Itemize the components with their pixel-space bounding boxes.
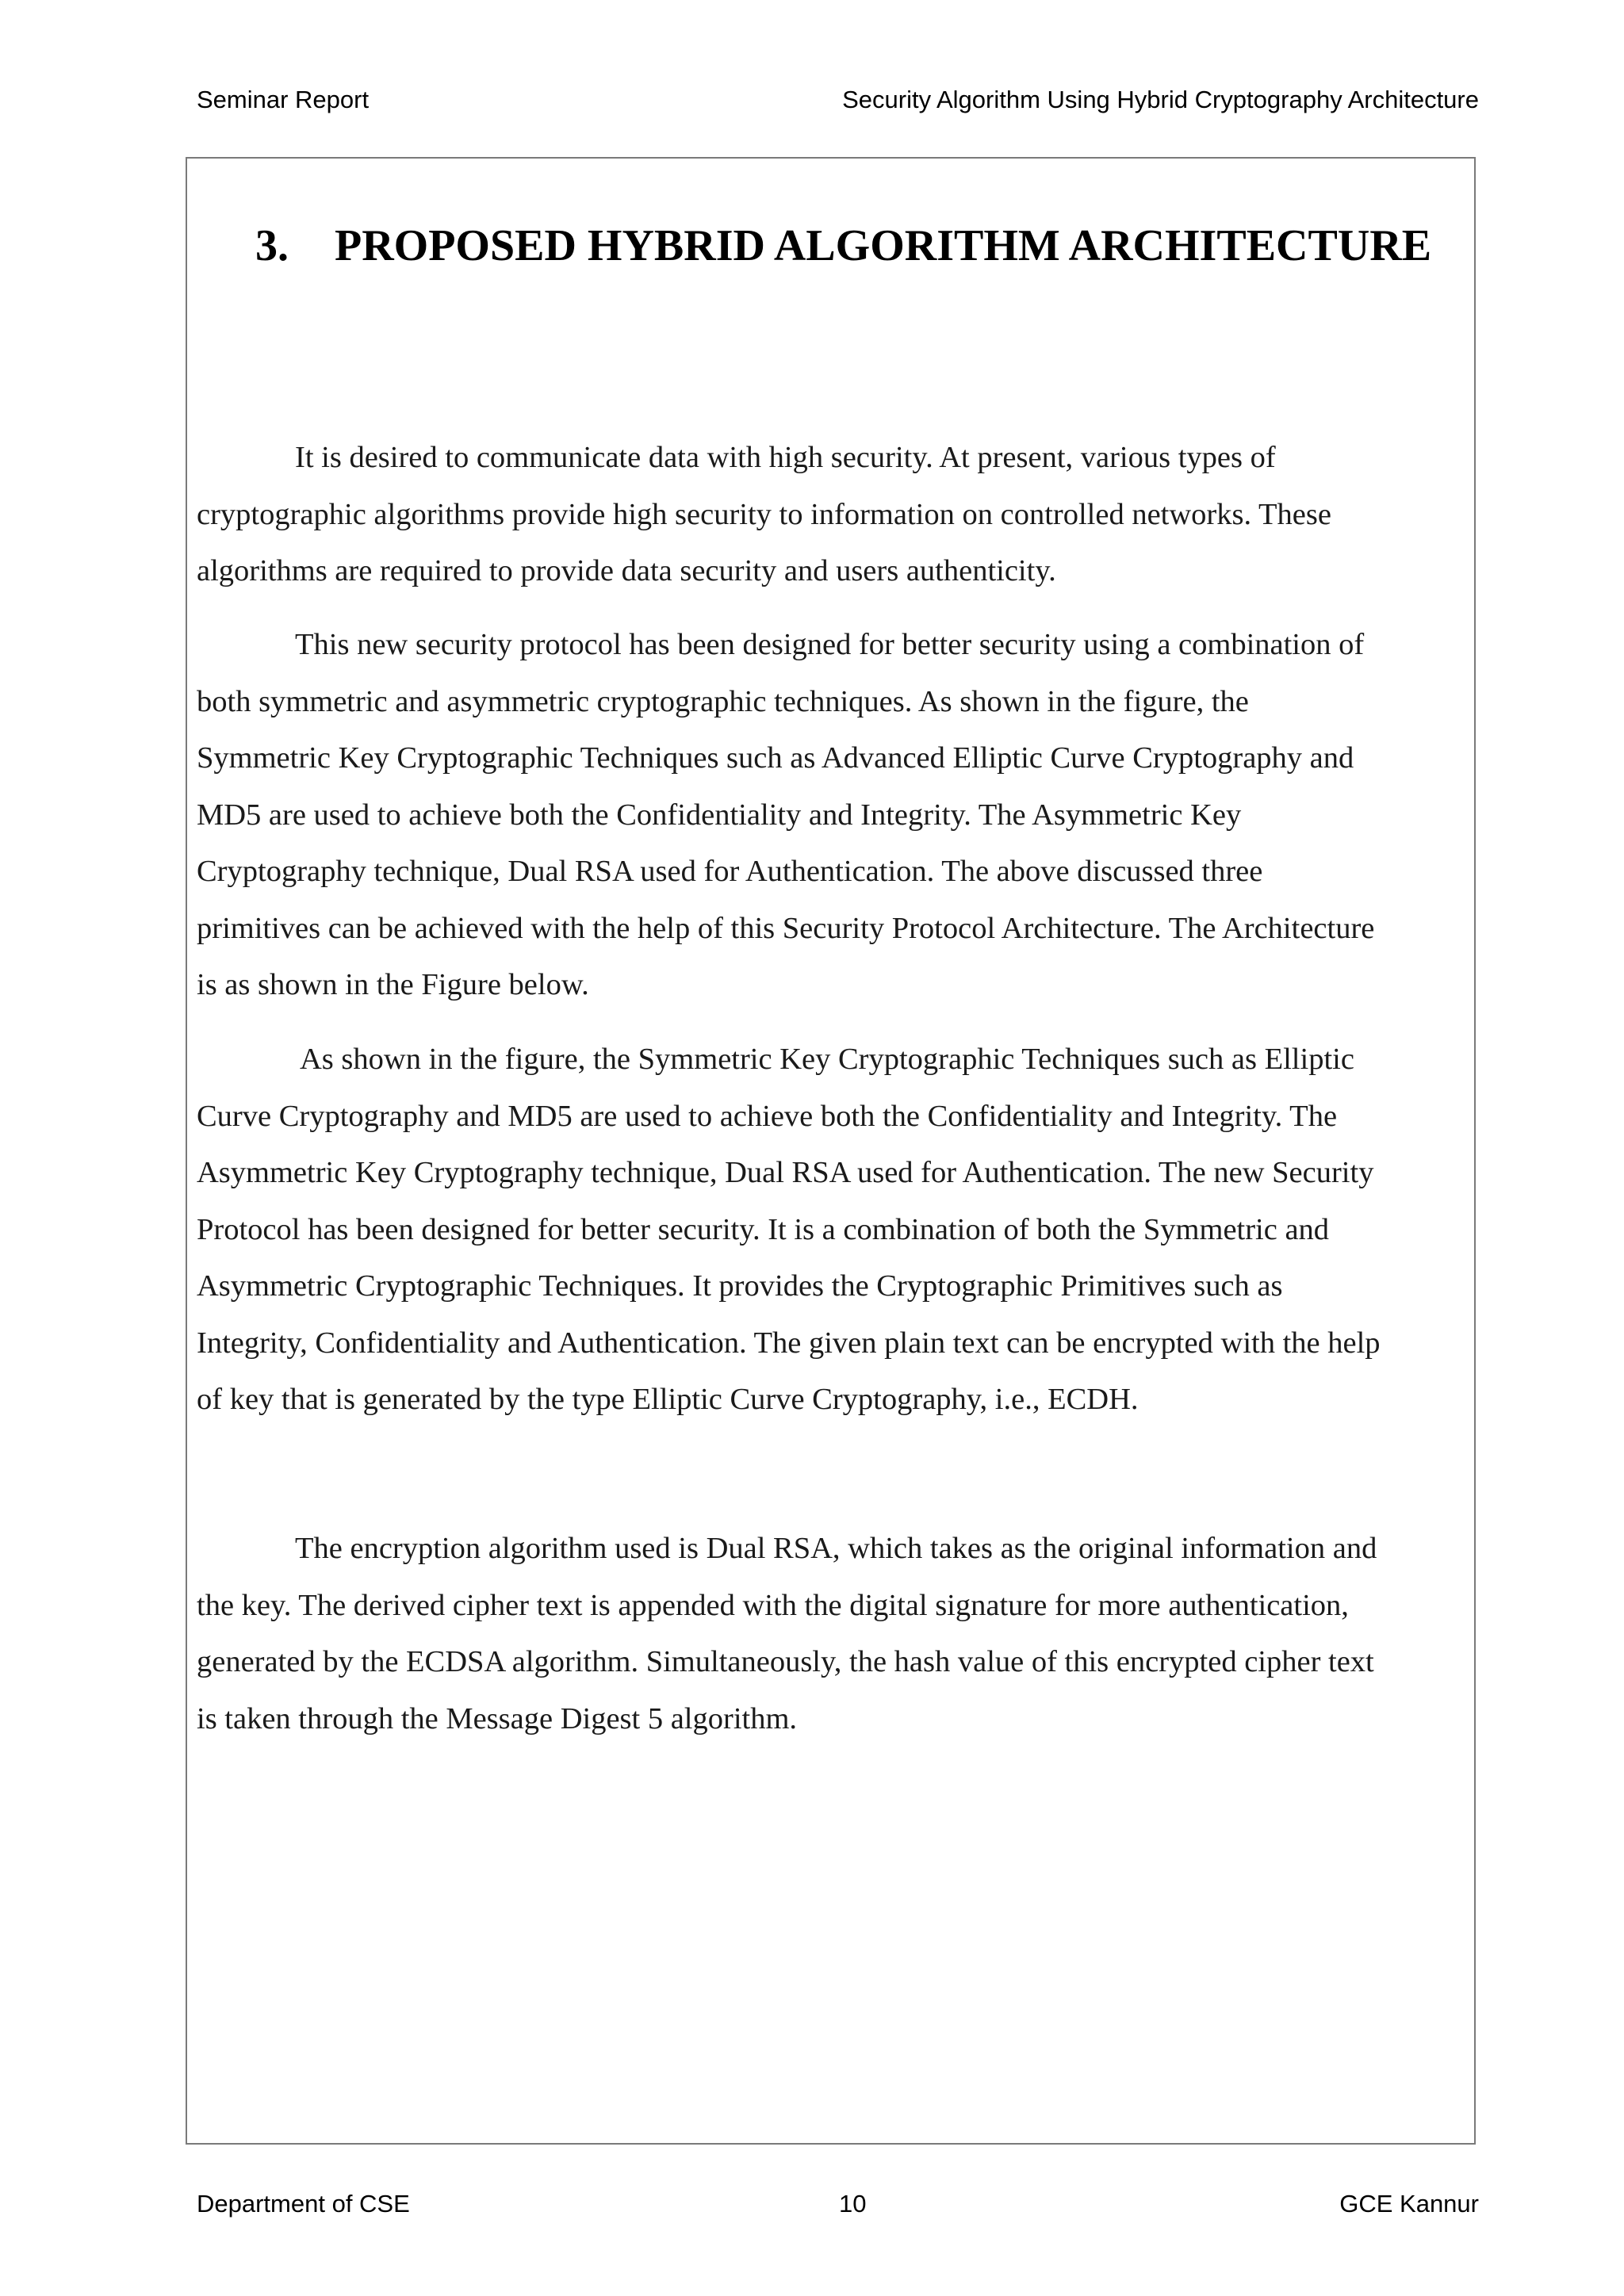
body-paragraph-3 xyxy=(197,1031,1475,1429)
chapter-heading xyxy=(255,220,1431,271)
paragraph-line: MD5 are used to achieve both the Confidentiality and Integrity. The Asymmetric Key xyxy=(197,798,1242,832)
paragraph-line: cryptographic algorithms provide high security to information on controlled networks. These xyxy=(197,497,1331,531)
paragraph-line: Asymmetric Cryptographic Techniques. It provides the Cryptographic Primitives such as xyxy=(197,1269,1283,1303)
paragraph-line: It is desired to communicate data with high security. At present, various types of xyxy=(295,441,1276,474)
paragraph-line: Cryptography technique, Dual RSA used for Authentication. The above discussed three xyxy=(197,855,1263,888)
paragraph-line: primitives can be achieved with the help of this Security Protocol Architecture. The Architecture xyxy=(197,911,1375,945)
paragraph-line: Protocol has been designed for better security. It is a combination of both the Symmetric and xyxy=(197,1212,1330,1246)
paragraph-line: As shown in the figure, the Symmetric Key Cryptographic Techniques such as Elliptic xyxy=(300,1043,1354,1076)
chapter-title: PROPOSED HYBRID ALGORITHM ARCHITECTURE xyxy=(335,221,1432,270)
paragraph-line: generated by the ECDSA algorithm. Simultaneously, the hash value of this encrypted cipher text xyxy=(197,1645,1374,1678)
footer-college: GCE Kannur xyxy=(1339,2190,1479,2218)
footer-department: Department of CSE xyxy=(197,2190,410,2218)
paragraph-line: is taken through the Message Digest 5 algorithm. xyxy=(197,1701,798,1735)
body-paragraph-4 xyxy=(197,1521,1475,1747)
paragraph-line: Symmetric Key Cryptographic Techniques such as Advanced Elliptic Curve Cryptography and xyxy=(197,741,1354,775)
paragraph-line: Integrity, Confidentiality and Authentication. The given plain text can be encrypted with the help xyxy=(197,1326,1381,1360)
chapter-number: 3. xyxy=(255,221,289,270)
body-paragraph-2 xyxy=(197,617,1475,1014)
header-report-title: Security Algorithm Using Hybrid Cryptography Architecture xyxy=(842,86,1479,113)
paragraph-line: of key that is generated by the type Elliptic Curve Cryptography, i.e., ECDH. xyxy=(197,1383,1139,1416)
paragraph-line: This new security protocol has been designed for better security using a combination of xyxy=(295,628,1365,661)
paragraph-line: The encryption algorithm used is Dual RSA, which takes as the original information and xyxy=(295,1532,1377,1565)
paragraph-line: the key. The derived cipher text is appended with the digital signature for more authentication, xyxy=(197,1588,1349,1622)
paragraph-line: both symmetric and asymmetric cryptographic techniques. As shown in the figure, the xyxy=(197,684,1249,718)
paragraph-line: Curve Cryptography and MD5 are used to achieve both the Confidentiality and Integrity. The xyxy=(197,1099,1338,1133)
header-report-type: Seminar Report xyxy=(197,86,370,113)
footer-page-number: 10 xyxy=(839,2190,867,2218)
paragraph-line: algorithms are required to provide data security and users authenticity. xyxy=(197,554,1056,587)
paragraph-line: Asymmetric Key Cryptography technique, Dual RSA used for Authentication. The new Security xyxy=(197,1156,1374,1189)
paragraph-line: is as shown in the Figure below. xyxy=(197,968,589,1001)
body-paragraph-1 xyxy=(197,430,1475,600)
